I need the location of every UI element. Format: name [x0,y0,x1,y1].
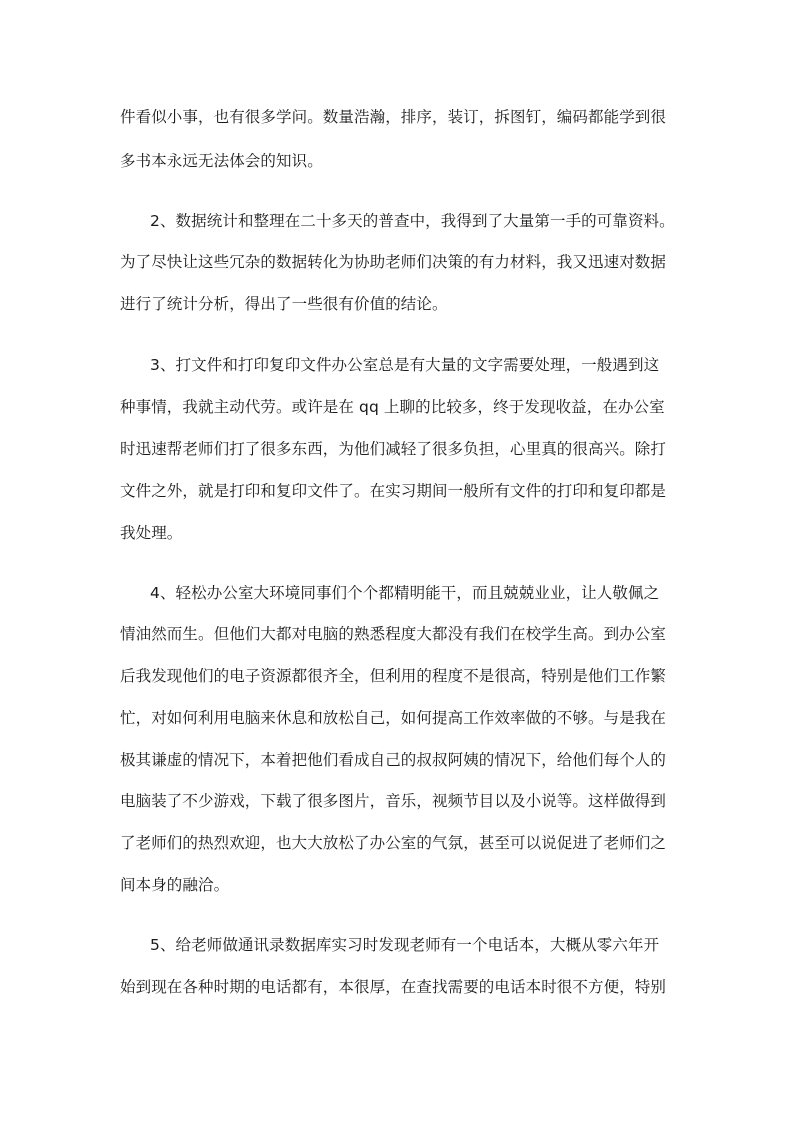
paragraph-line: 2、数据统计和整理在二十多天的普查中，我得到了大量第一手的可靠资料。 [150,212,675,230]
paragraph-line: 件看似小事，也有很多学问。数量浩瀚，排序，装订，拆图钉，编码都能学到很 [120,108,667,126]
paragraph-line: 5、给老师做通讯录数据库实习时发现老师有一个电话本，大概从零六年开 [150,936,660,954]
paragraph-line: 种事情，我就主动代劳。或许是在 qq 上聊的比较多，终于发现收益，在办公室 [120,398,665,416]
paragraph-line: 多书本永远无法体会的知识。 [120,152,323,170]
paragraph-line: 后我发现他们的电子资源都很齐全，但利用的程度不是很高，特别是他们工作繁 [120,667,667,685]
paragraph-line: 3、打文件和打印复印文件办公室总是有大量的文字需要处理，一般遇到这 [150,356,660,374]
paragraph-line: 忙，对如何利用电脑来休息和放松自己，如何提高工作效率做的不够。与是我在 [120,709,667,727]
paragraph-line: 4、轻松办公室大环境同事们个个都精明能干，而且兢兢业业，让人敬佩之 [150,584,660,602]
paragraph-line: 极其谦虚的情况下，本着把他们看成自己的叔叔阿姨的情况下，给他们每个人的 [120,751,667,769]
paragraph-line: 时迅速帮老师们打了很多东西，为他们减轻了很多负担，心里真的很高兴。除打 [120,440,667,458]
paragraph-line: 为了尽快让这些冗杂的数据转化为协助老师们决策的有力材料，我又迅速对数据 [120,253,667,271]
paragraph-line: 我处理。 [120,524,183,542]
paragraph-line: 文件之外，就是打印和复印文件了。在实习期间一般所有文件的打印和复印都是 [120,482,667,500]
paragraph-line: 进行了统计分析，得出了一些很有价值的结论。 [120,295,448,313]
paragraph-line: 间本身的融洽。 [120,876,230,894]
paragraph-line: 情油然而生。但他们大都对电脑的熟悉程度大都没有我们在校学生高。到办公室 [120,625,667,643]
paragraph-line: 始到现在各种时期的电话都有，本很厚，在查找需要的电话本时很不方便，特别 [120,978,667,996]
paragraph-line: 了老师们的热烈欢迎，也大大放松了办公室的气氛，甚至可以说促进了老师们之 [120,834,667,852]
paragraph-line: 电脑装了不少游戏，下载了很多图片，音乐，视频节目以及小说等。这样做得到 [120,792,667,810]
